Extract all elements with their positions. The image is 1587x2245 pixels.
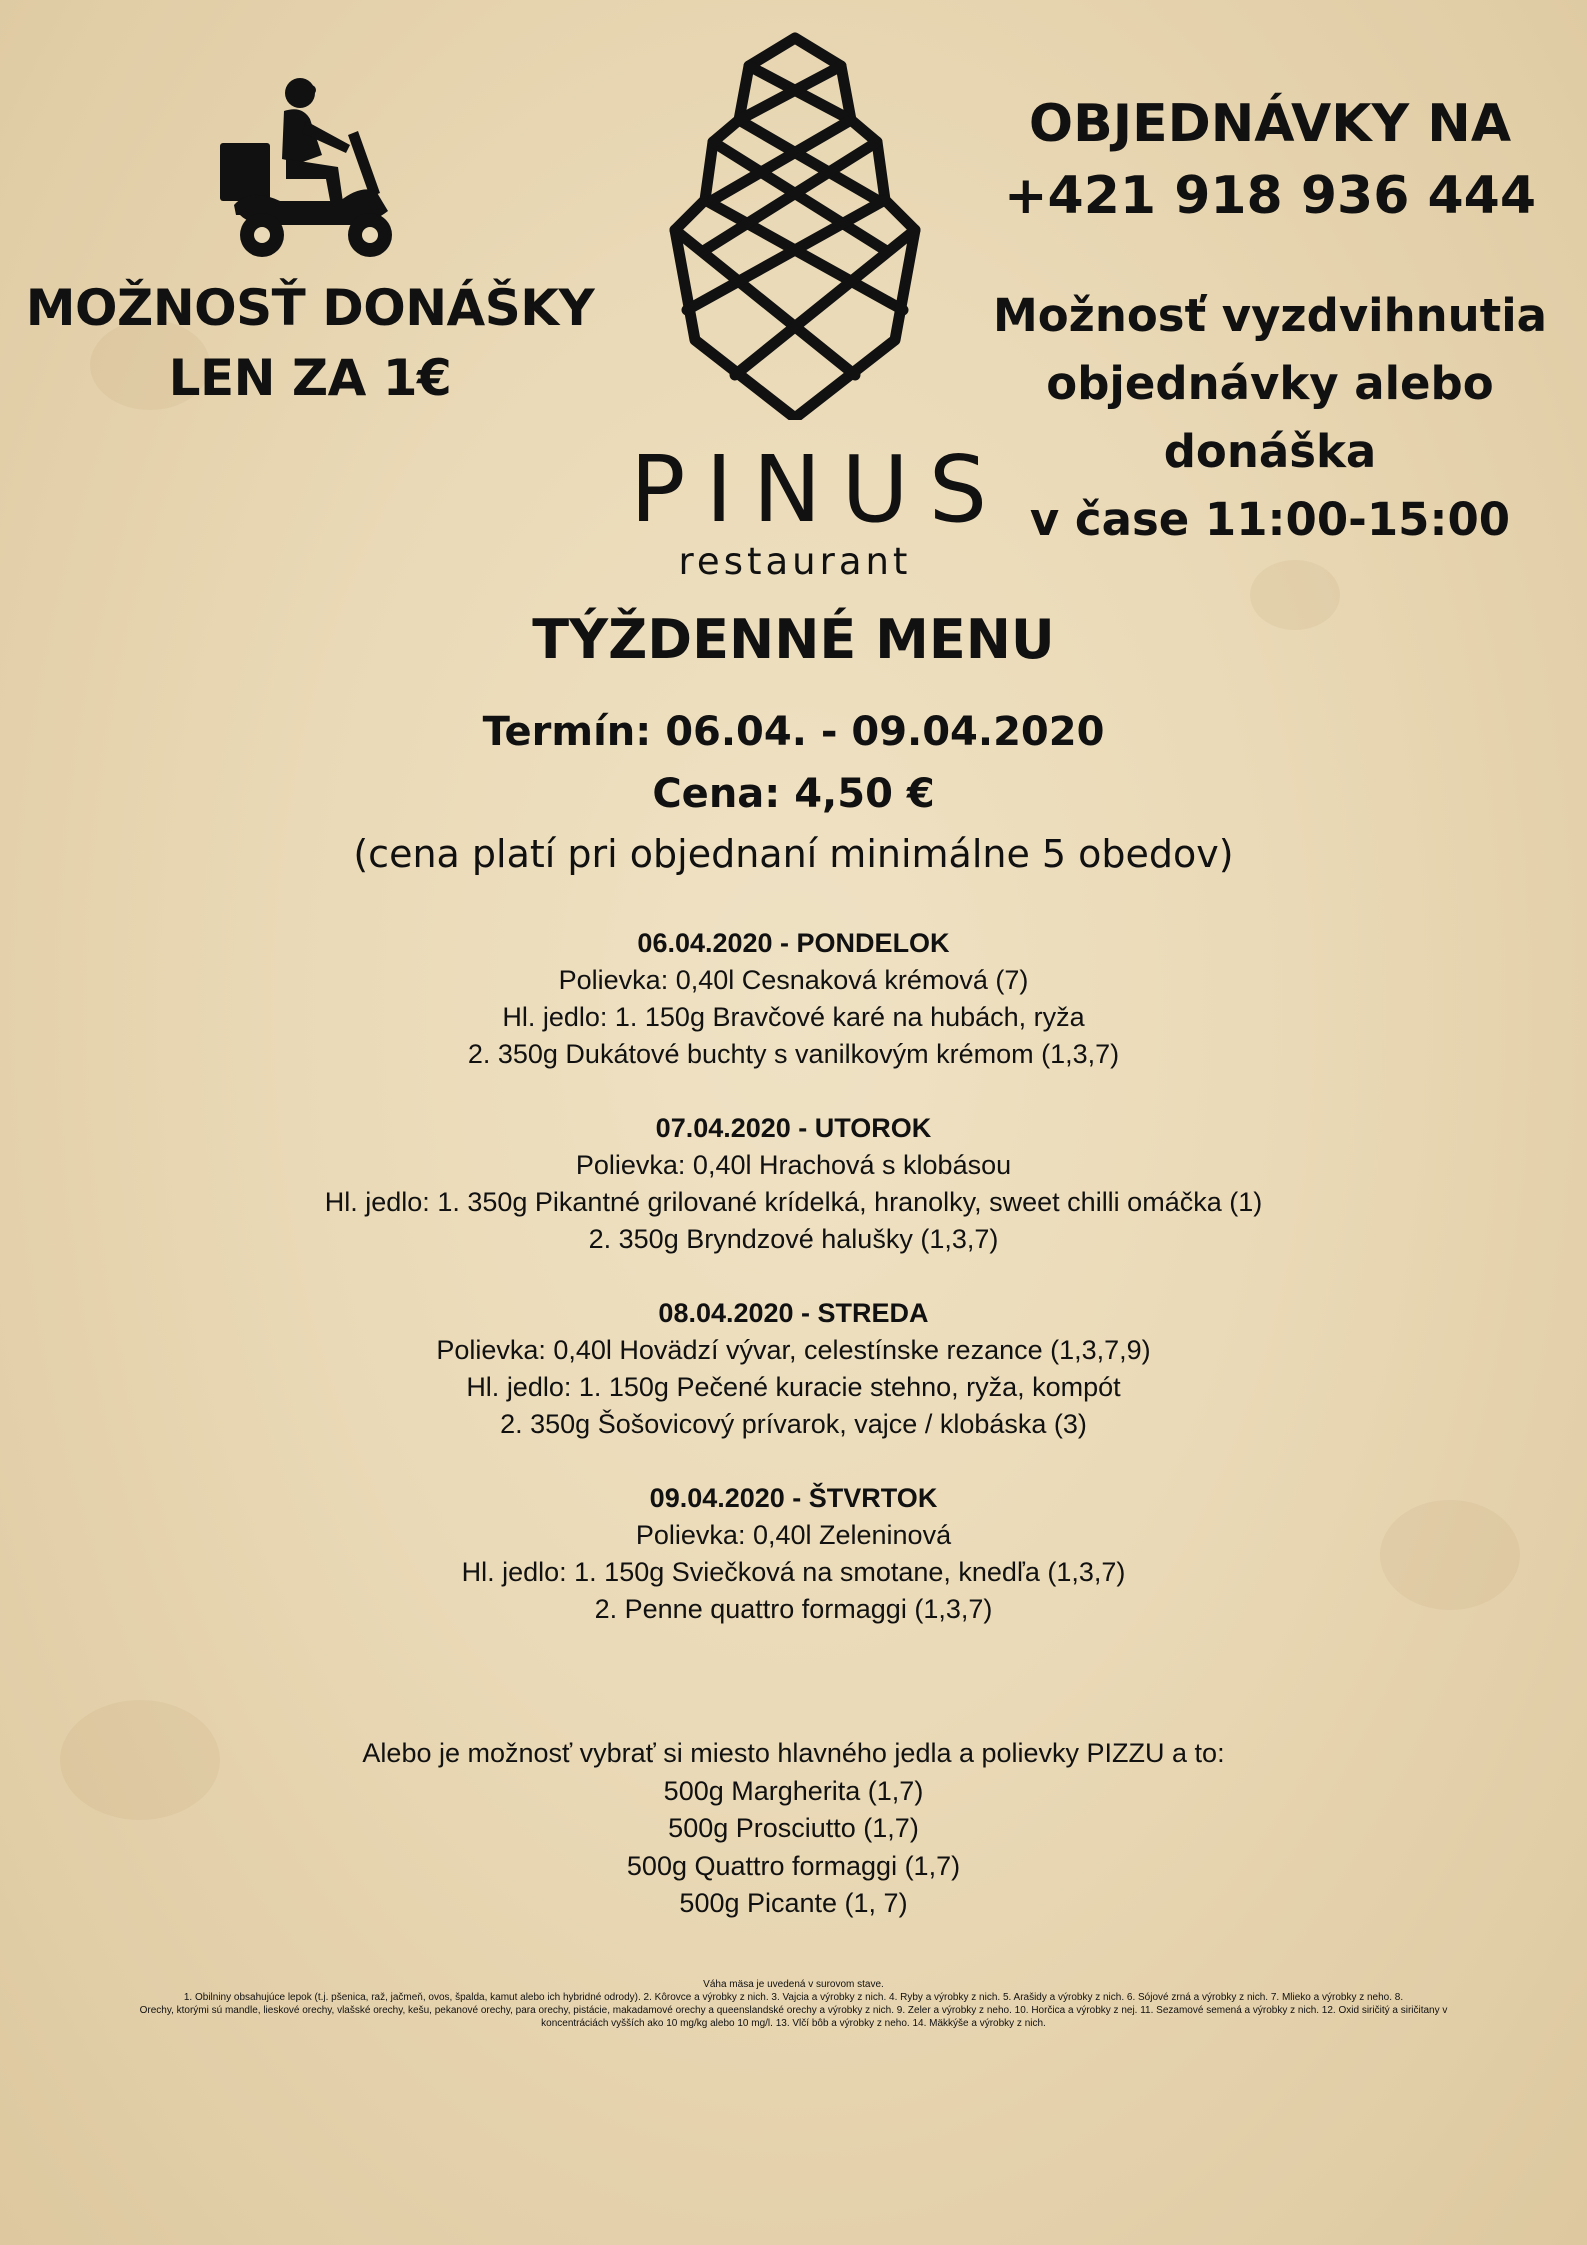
menu-price: Cena: 4,50 € — [652, 771, 935, 817]
day-main-2: 2. Penne quattro formaggi (1,3,7) — [594, 1594, 993, 1624]
orders-block — [965, 88, 1575, 554]
pickup-line-2: objednávky alebo donáška — [1046, 357, 1494, 478]
footnote-line: koncentráciách vyšších ako 10 mg/kg alebo 10 mg/l. 13. Vlčí bôb a výrobky z neho. 14. Mäkkýše a výrobky z nich. — [541, 2018, 1046, 2029]
day-thursday — [0, 1480, 1587, 1628]
pizza-item: 500g Prosciutto (1,7) — [668, 1813, 919, 1843]
day-wednesday — [0, 1295, 1587, 1443]
day-soup: Polievka: 0,40l Cesnaková krémová (7) — [558, 965, 1029, 995]
delivery-line-1: MOŽNOSŤ DONÁŠKY — [25, 279, 595, 337]
pickup-line-3: v čase 11:00-15:00 — [1029, 493, 1511, 546]
day-title: 06.04.2020 - PONDELOK — [637, 928, 950, 958]
day-title: 09.04.2020 - ŠTVRTOK — [649, 1483, 938, 1513]
phone-number[interactable]: +421 918 936 444 — [1003, 166, 1537, 226]
day-main-1: Hl. jedlo: 1. 150g Bravčové karé na hubách, ryža — [502, 1002, 1085, 1032]
day-soup: Polievka: 0,40l Hovädzí vývar, celestínske rezance (1,3,7,9) — [436, 1335, 1151, 1365]
allergen-footnote — [70, 1978, 1517, 2030]
footnote-line: Orechy, ktorými sú mandle, lieskové orechy, vlašské orechy, kešu, pekanové orechy, para orechy, pistácie, makadamové orechy a queenslandské orechy a výrobky z nich. 9. Zeler a výrobky z neho. 10. Horčica a výrobky z nej. 11. Sezamové semená a výrobky z nich. 12. Oxid siričitý a siričitany v — [139, 2005, 1448, 2016]
day-main-2: 2. 350g Dukátové buchty s vanilkovým krémom (1,3,7) — [467, 1039, 1120, 1069]
pizza-intro: Alebo je možnosť vybrať si miesto hlavného jedla a polievky PIZZU a to: — [362, 1738, 1225, 1768]
day-main-1: Hl. jedlo: 1. 150g Pečené kuracie stehno, ryža, kompót — [466, 1372, 1121, 1402]
day-soup: Polievka: 0,40l Zeleninová — [635, 1520, 952, 1550]
pizza-item: 500g Picante (1, 7) — [679, 1888, 908, 1918]
day-title: 08.04.2020 - STREDA — [658, 1298, 929, 1328]
day-monday — [0, 925, 1587, 1073]
pizza-item: 500g Margherita (1,7) — [663, 1775, 924, 1806]
footnote-line: 1. Obilniny obsahujúce lepok (t.j. pšenica, raž, jačmeň, ovos, špalda, kamut alebo ich hybridné odrody). 2. Kôrovce a výrobky z nich. 3. Vajcia a výrobky z nich. 4. Ryby a výrobky z nich. 5. Arašidy a výrobky z nich. 6. Sójové zrná a výrobky z nich. 7. Mlieko a výrobky z neho. 8. — [183, 1992, 1404, 2003]
day-soup: Polievka: 0,40l Hrachová s klobásou — [575, 1150, 1012, 1180]
pickup-line-1: Možnosť vyzdvihnutia — [992, 289, 1548, 342]
pizza-options — [0, 1735, 1587, 1923]
orders-heading — [965, 88, 1575, 232]
delivery-scooter-icon — [210, 75, 410, 265]
brand-name: PINUS — [630, 436, 1008, 543]
restaurant-logo — [610, 30, 1008, 584]
delivery-block — [20, 75, 600, 413]
pickup-info — [965, 282, 1575, 554]
pizza-item: 500g Quattro formaggi (1,7) — [626, 1850, 961, 1881]
orders-line-1: OBJEDNÁVKY NA — [1028, 94, 1512, 154]
footnote-line: Váha mäsa je uvedená v surovom stave. — [703, 1979, 884, 1990]
pine-cone-logo-icon — [645, 30, 945, 420]
price-note: (cena platí pri objednaní minimálne 5 obedov) — [353, 832, 1234, 876]
delivery-line-2: LEN ZA 1€ — [168, 349, 452, 407]
day-main-1: Hl. jedlo: 1. 150g Sviečková na smotane, knedľa (1,3,7) — [461, 1557, 1126, 1587]
day-main-1: Hl. jedlo: 1. 350g Pikantné grilované krídelká, hranolky, sweet chilli omáčka (1) — [324, 1187, 1263, 1217]
delivery-heading — [20, 273, 600, 413]
day-tuesday — [0, 1110, 1587, 1258]
day-main-2: 2. 350g Šošovicový prívarok, vajce / klobáska (3) — [500, 1409, 1087, 1439]
weekly-days — [0, 925, 1587, 1665]
menu-term: Termín: 06.04. - 09.04.2020 — [482, 709, 1105, 755]
day-title: 07.04.2020 - UTOROK — [655, 1113, 932, 1143]
day-main-2: 2. 350g Bryndzové halušky (1,3,7) — [588, 1224, 999, 1254]
page-title: TÝŽDENNÉ MENU — [532, 608, 1055, 671]
brand-subtitle: restaurant — [678, 540, 912, 583]
